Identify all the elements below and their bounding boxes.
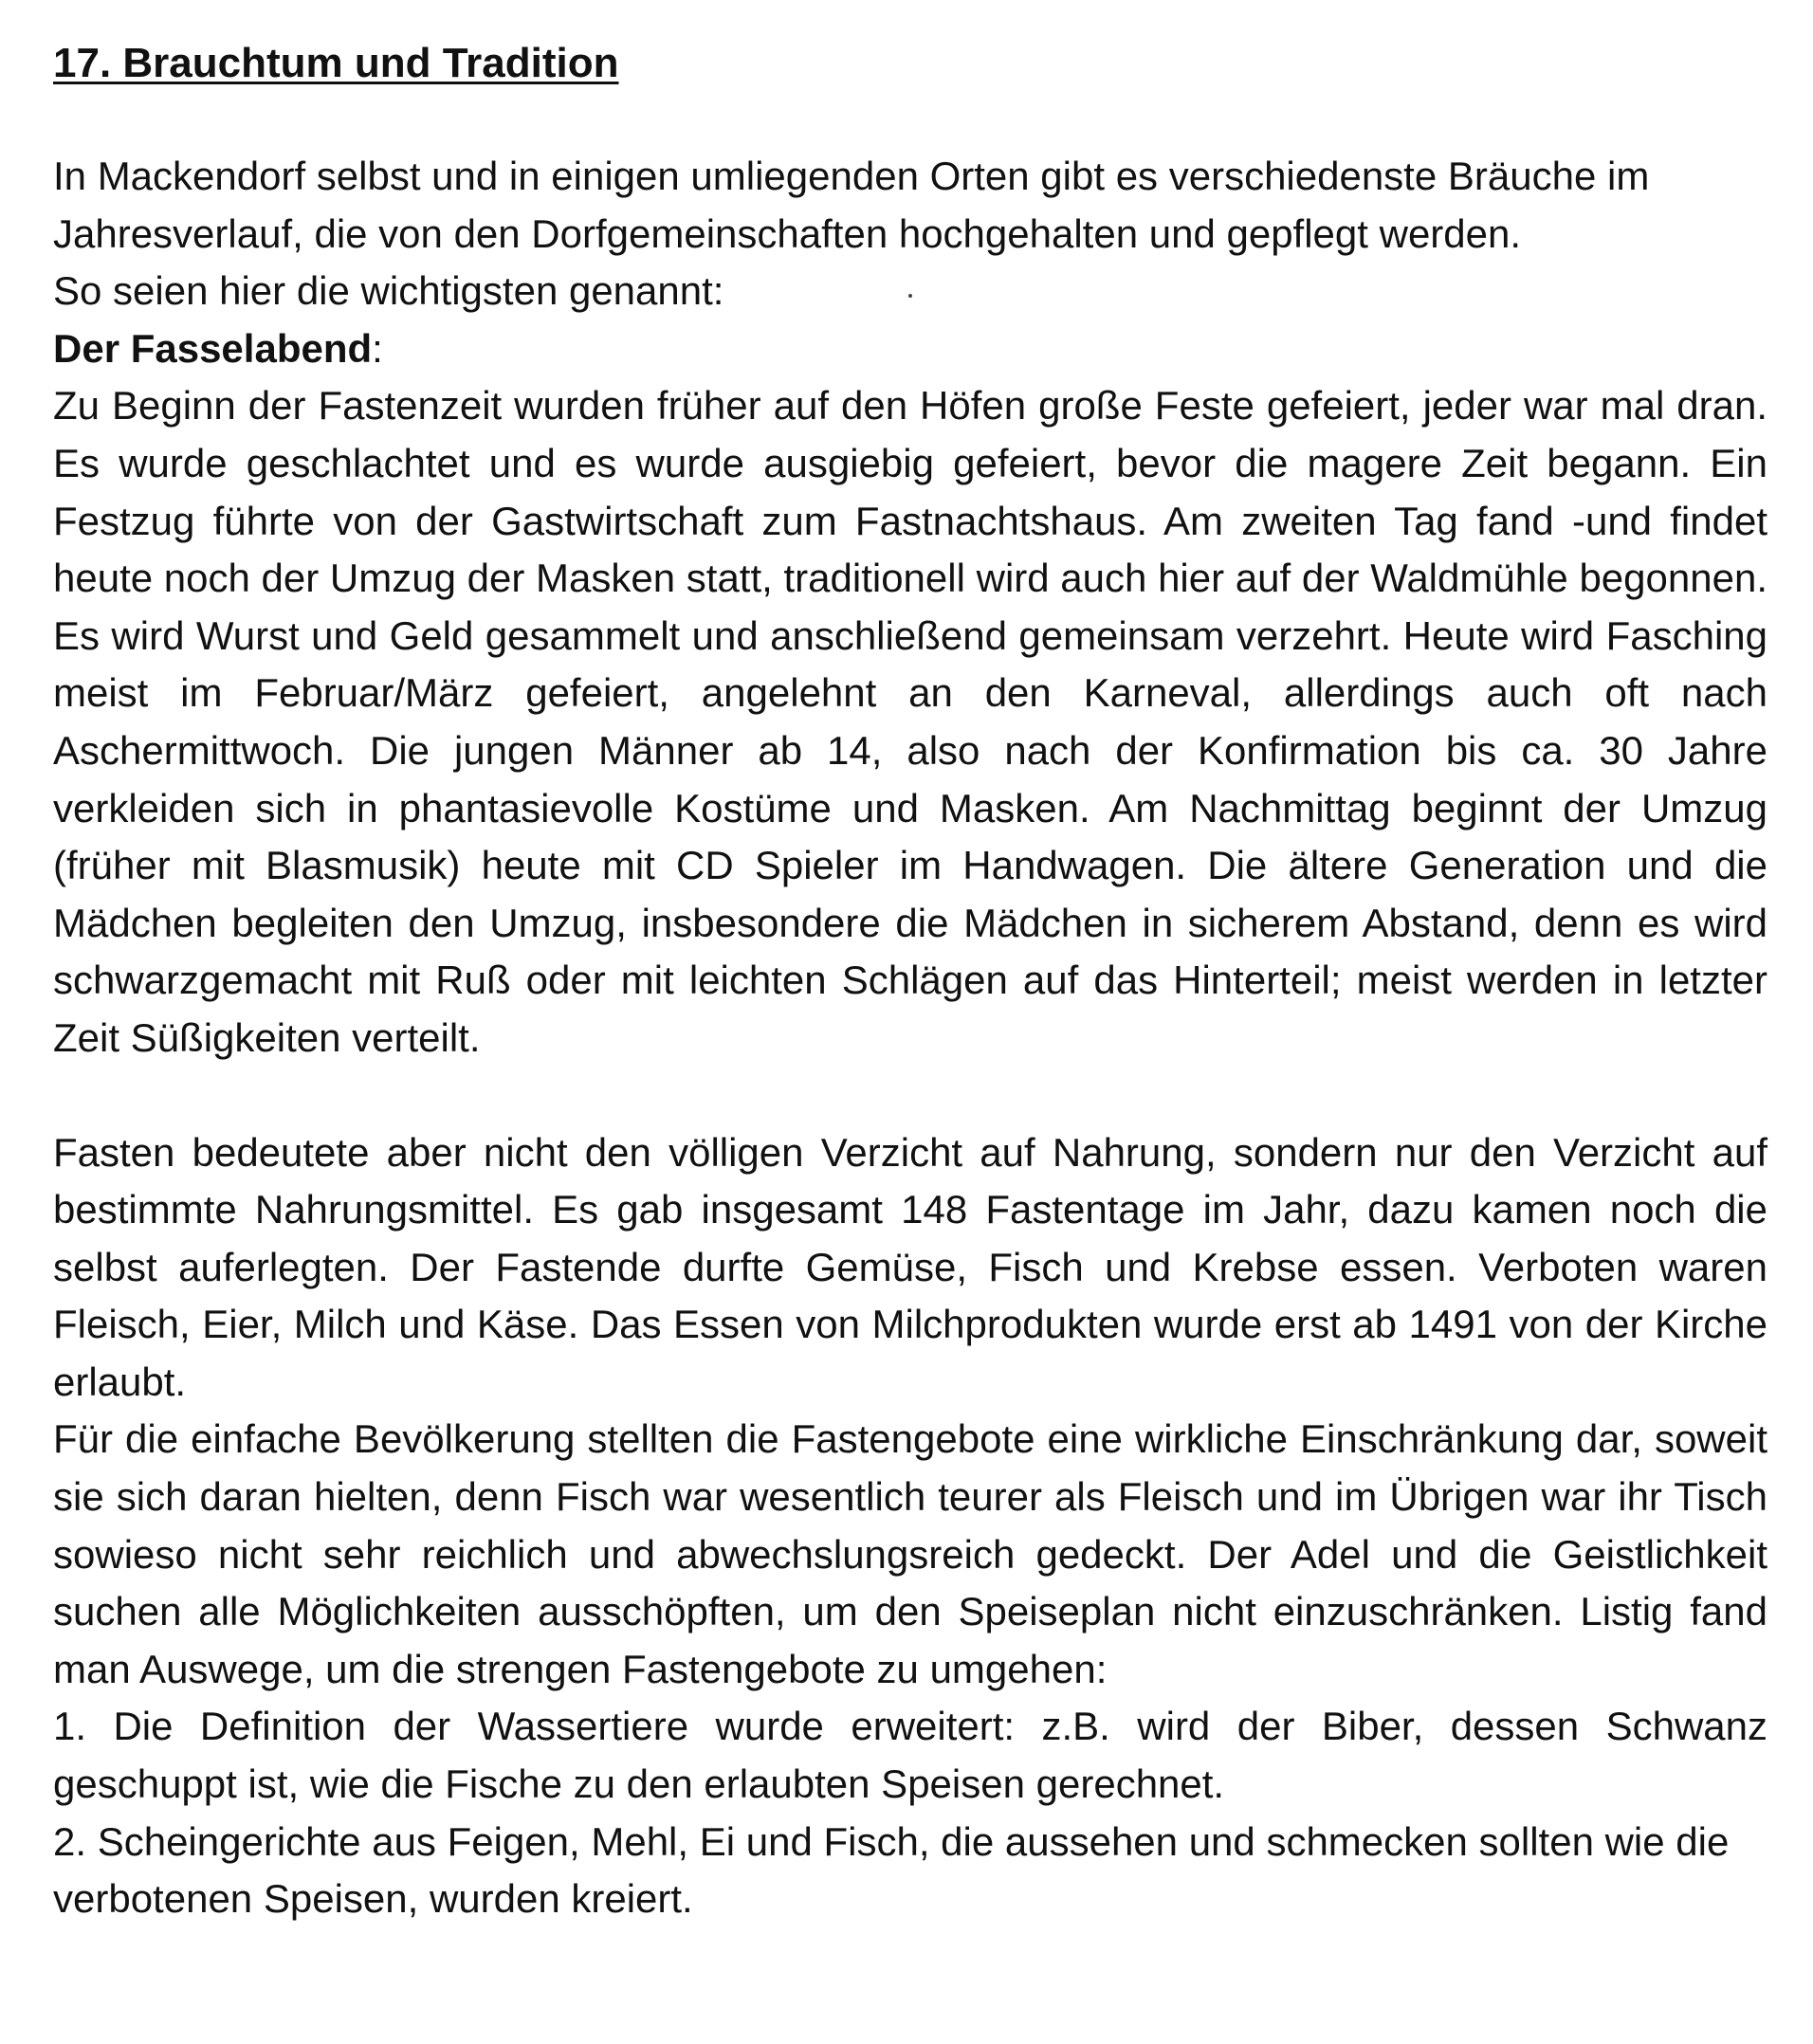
scan-speck [908, 294, 912, 298]
fasselabend-paragraph: Zu Beginn der Fastenzeit wurden früher auf den Höfen große Feste gefeiert, jeder war mal dran. Es wurde geschlachtet und es wurde ausgiebig gefeiert, bevor die magere Zeit begann. Ein Festzug führte von der Gastwirtschaft zum Fastnachtshaus. Am zweiten Tag fand -und findet heute noch der Umzug der Masken statt, traditionell wird auch hier auf der Waldmühle begonnen. Es wird Wurst und Geld gesammelt und anschließend gemeinsam verzehrt. Heute wird Fasching meist im Februar/März gefeiert, angelehnt an den Karneval, allerdings auch oft nach Aschermittwoch. Die jungen Männer ab 14, also nach der Konfirmation bis ca. 30 Jahre verkleiden sich in phantasievolle Kostüme und Masken. Am Nachmittag beginnt der Umzug (früher mit Blasmusik) heute mit CD Spieler im Handwagen. Die ältere Generation und die Mädchen begleiten den Umzug, insbesondere die Mädchen in sicherem Abstand, denn es wird schwarzgemacht mit Ruß oder mit leichten Schlägen auf das Hinterteil; meist werden in letzter Zeit Süßigkeiten verteilt. [53, 383, 1767, 1060]
fasselabend-subheading [53, 320, 1767, 378]
fasten-list-item-1: 1. Die Definition der Wassertiere wurde erweitert: z.B. wird der Biber, dessen Schwanz geschuppt ist, wie die Fische zu den erlaubten Speisen gerechnet. [53, 1704, 1767, 1807]
intro-list-lead: So seien hier die wichtigsten genannt: [53, 268, 724, 314]
fasten-paragraph-2: Für die einfache Bevölkerung stellten die Fastengebote eine wirkliche Einschränkung dar, soweit sie sich daran hielten, denn Fisch war wesentlich teurer als Fleisch und im Übrigen war ihr Tisch sowieso nicht sehr reichlich und abwechslungsreich gedeckt. Der Adel und die Geistlichkeit suchen alle Möglichkeiten ausschöpften, um den Speiseplan nicht einzuschränken. Listig fand man Auswege, um die strengen Fastengebote zu umgehen: [53, 1416, 1767, 1691]
intro-paragraph: In Mackendorf selbst und in einigen umliegenden Orten gibt es verschiedenste Bräuche im Jahresverlauf, die von den Dorfgemeinschaften hochgehalten und gepflegt werden. [53, 154, 1650, 256]
document-page [53, 38, 1767, 1928]
section-heading: 17. Brauchtum und Tradition [53, 40, 619, 86]
paragraph-gap [53, 1068, 1767, 1124]
fasselabend-title: Der Fasselabend [53, 325, 373, 371]
fasten-list-item-2: 2. Scheingerichte aus Feigen, Mehl, Ei und Fisch, die aussehen und schmecken sollten wie die verbotenen Speisen, wurden kreiert. [53, 1818, 1730, 1922]
fasten-paragraph-1: Fasten bedeutete aber nicht den völligen Verzicht auf Nahrung, sondern nur den Verzicht auf bestimmte Nahrungsmittel. Es gab insgesamt 148 Fastentage im Jahr, dazu kamen noch die selbst auferlegten. Der Fastende durfte Gemüse, Fisch und Krebse essen. Verboten waren Fleisch, Eier, Milch und Käse. Das Essen von Milchprodukten wurde erst ab 1491 von der Kirche erlaubt. [53, 1129, 1767, 1404]
fasselabend-title-colon: : [372, 325, 383, 371]
